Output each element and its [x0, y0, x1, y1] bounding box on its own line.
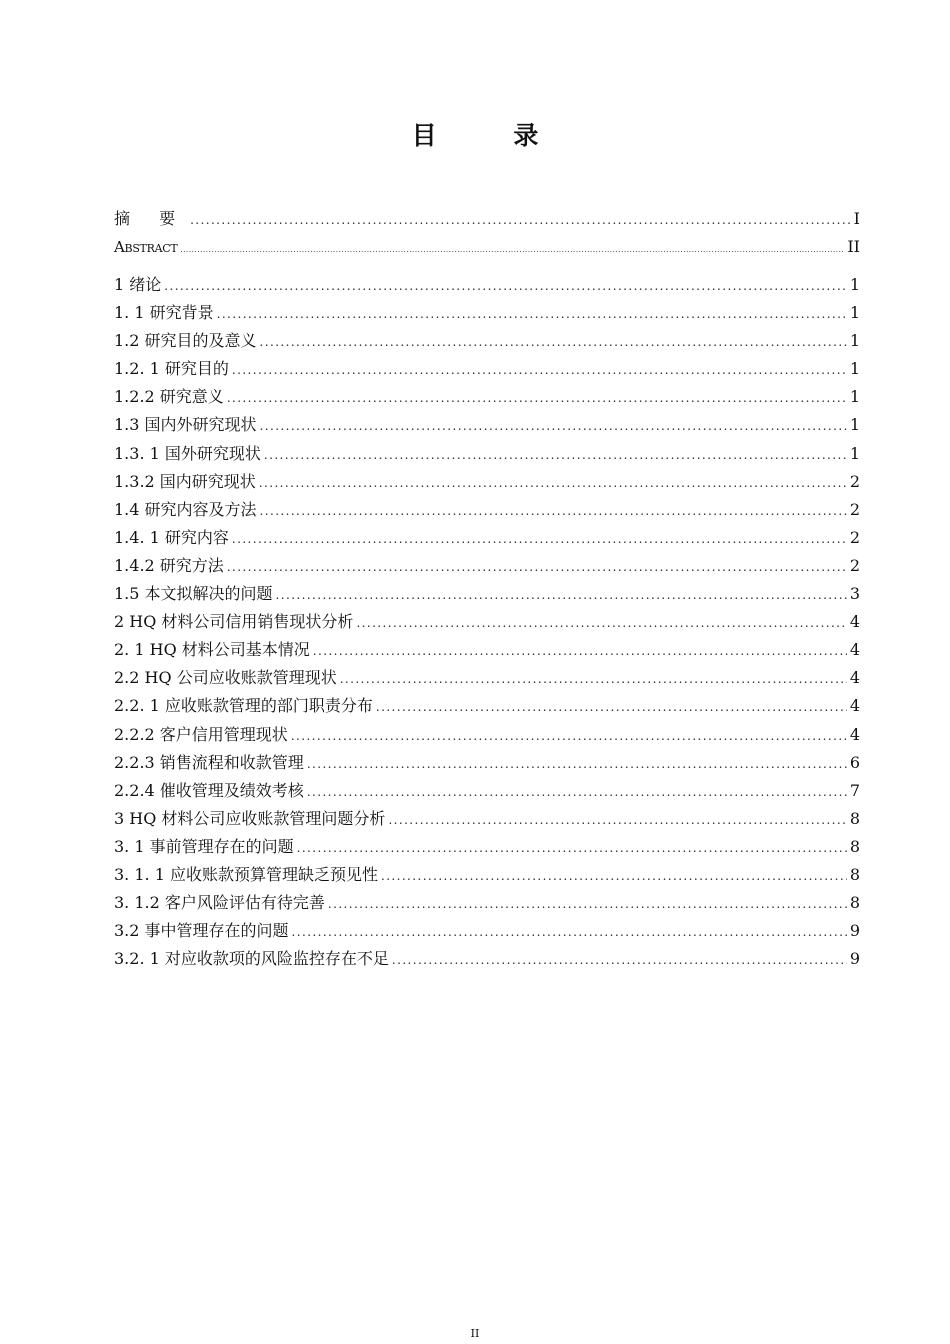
toc-leader-dots — [392, 953, 847, 967]
toc-entry-label: 1.2 研究目的及意义 — [114, 331, 257, 351]
toc-leader-dots — [276, 588, 847, 602]
footer-page-number: II — [470, 1327, 480, 1340]
toc-entry-label: 2.2.4 催收管理及绩效考核 — [114, 780, 304, 800]
toc-entry-page: 2 — [849, 499, 860, 519]
toc-entry[interactable] — [114, 525, 860, 553]
toc-entry[interactable] — [114, 441, 860, 469]
toc-entry-page: 8 — [849, 893, 860, 913]
toc-entry-label: 3 HQ 材料公司应收账款管理问题分析 — [114, 808, 386, 828]
toc-entry-label: 1.4 研究内容及方法 — [114, 499, 257, 519]
toc-entry[interactable] — [114, 581, 860, 609]
toc-entry-abstract-cn[interactable] — [114, 206, 860, 237]
toc-leader-dots — [356, 616, 846, 630]
toc-entry-page: 9 — [849, 921, 860, 941]
toc-entry-page: 7 — [849, 780, 860, 800]
toc-leader-dots — [227, 391, 847, 405]
toc-entry-page: 8 — [849, 836, 860, 856]
toc-entry-label: 2.2.2 客户信用管理现状 — [114, 724, 288, 744]
toc-leader-dots — [227, 560, 847, 574]
toc-leader-dots — [328, 897, 847, 911]
toc-entry-label: 3. 1.2 客户风险评估有待完善 — [114, 893, 325, 913]
toc-entry[interactable] — [114, 469, 860, 497]
toc-entry-page: 4 — [849, 668, 860, 688]
toc-entry-page: I — [853, 209, 860, 228]
toc-entry[interactable] — [114, 497, 860, 525]
toc-entry-abstract-en[interactable] — [114, 237, 860, 272]
toc-leader-dots — [340, 672, 847, 686]
toc-entry-page: II — [847, 237, 860, 256]
toc-entry-label: 1. 1 研究背景 — [114, 303, 214, 323]
toc-entry-label: 1 绪论 — [114, 275, 162, 294]
toc-leader-dots — [180, 246, 844, 254]
toc-entry[interactable] — [114, 609, 860, 637]
page-title: 目 录 — [411, 121, 573, 150]
toc-entry[interactable] — [114, 890, 860, 918]
toc-entry-label: 2 HQ 材料公司信用销售现状分析 — [114, 612, 354, 632]
toc-entry-label: 1.3 国内外研究现状 — [114, 415, 257, 435]
toc-entry[interactable] — [114, 665, 860, 693]
toc-entry[interactable] — [114, 328, 860, 356]
toc-leader-dots — [232, 363, 847, 377]
toc-entry-label: 1.4. 1 研究内容 — [114, 527, 229, 547]
toc-entry[interactable] — [114, 637, 860, 665]
toc-entry-label: 1.2.2 研究意义 — [114, 387, 224, 407]
toc-entry-label: 2.2. 1 应收账款管理的部门职责分布 — [114, 696, 373, 716]
toc-leader-dots — [260, 419, 847, 433]
toc-entry[interactable] — [114, 750, 860, 778]
toc-leader-dots — [291, 729, 847, 743]
toc-entry-label: 3. 1. 1 应收账款预算管理缺乏预见性 — [114, 864, 378, 884]
toc-entry[interactable] — [114, 693, 860, 721]
toc-entry[interactable] — [114, 862, 860, 890]
toc-entry-page: 1 — [849, 415, 860, 435]
toc-entry-page: 1 — [849, 275, 860, 294]
toc-leader-dots — [260, 335, 847, 349]
toc-leader-dots — [313, 644, 847, 658]
table-of-contents — [114, 206, 860, 974]
toc-entry-page: 9 — [849, 949, 860, 969]
toc-entry-label: 1.3. 1 国外研究现状 — [114, 443, 261, 463]
toc-leader-dots — [217, 307, 847, 321]
toc-entry-page: 4 — [849, 724, 860, 744]
toc-entry-label: 摘 要 — [114, 209, 188, 228]
toc-entry[interactable] — [114, 384, 860, 412]
toc-entry-page: 1 — [849, 443, 860, 463]
toc-entry-page: 8 — [849, 864, 860, 884]
toc-entry-label: 1.2. 1 研究目的 — [114, 359, 229, 379]
toc-entry-label: 1.5 本文拟解决的问题 — [114, 584, 273, 604]
toc-entry[interactable] — [114, 946, 860, 974]
toc-entry[interactable] — [114, 272, 860, 300]
toc-entry-page: 8 — [849, 808, 860, 828]
toc-entry[interactable] — [114, 834, 860, 862]
toc-entry-page: 1 — [849, 387, 860, 407]
toc-entry-label: 2. 1 HQ 材料公司基本情况 — [114, 640, 310, 660]
toc-leader-dots — [388, 813, 846, 827]
toc-entry-page: 1 — [849, 359, 860, 379]
toc-entry[interactable] — [114, 722, 860, 750]
toc-leader-dots — [264, 448, 847, 462]
toc-entry-page: 2 — [849, 527, 860, 547]
toc-entry-label: 2.2.3 销售流程和收款管理 — [114, 752, 304, 772]
toc-entry-page: 1 — [849, 303, 860, 323]
toc-leader-dots — [297, 841, 847, 855]
toc-entry[interactable] — [114, 356, 860, 384]
toc-leader-dots — [260, 504, 847, 518]
toc-entry-page: 4 — [849, 640, 860, 660]
toc-entry-label: 2.2 HQ 公司应收账款管理现状 — [114, 668, 337, 688]
toc-leader-dots — [307, 785, 847, 799]
toc-entry[interactable] — [114, 778, 860, 806]
toc-entry-label: 1.3.2 国内研究现状 — [114, 471, 256, 491]
toc-entry-page: 4 — [849, 612, 860, 632]
toc-entry[interactable] — [114, 412, 860, 440]
toc-entry-page: 4 — [849, 696, 860, 716]
toc-entry-page: 1 — [849, 331, 860, 351]
toc-leader-dots — [381, 869, 847, 883]
toc-entry[interactable] — [114, 806, 860, 834]
toc-entry-page: 2 — [849, 471, 860, 491]
toc-leader-dots — [190, 213, 851, 227]
toc-entry-label: 3.2 事中管理存在的问题 — [114, 921, 289, 941]
toc-entry[interactable] — [114, 300, 860, 328]
toc-entry[interactable] — [114, 918, 860, 946]
toc-leader-dots — [292, 925, 847, 939]
toc-leader-dots — [232, 532, 847, 546]
toc-entry-label: 3.2. 1 对应收款项的风险监控存在不足 — [114, 949, 389, 969]
toc-entry[interactable] — [114, 553, 860, 581]
toc-entry-label: Abstract — [114, 238, 178, 256]
toc-leader-dots — [164, 279, 847, 293]
toc-leader-dots — [259, 476, 847, 490]
toc-leader-dots — [307, 757, 847, 771]
toc-leader-dots — [376, 700, 847, 714]
toc-entry-page: 2 — [849, 555, 860, 575]
toc-entry-label: 3. 1 事前管理存在的问题 — [114, 836, 294, 856]
toc-entry-label: 1.4.2 研究方法 — [114, 555, 224, 575]
toc-entry-page: 6 — [849, 752, 860, 772]
toc-entry-page: 3 — [849, 584, 860, 604]
